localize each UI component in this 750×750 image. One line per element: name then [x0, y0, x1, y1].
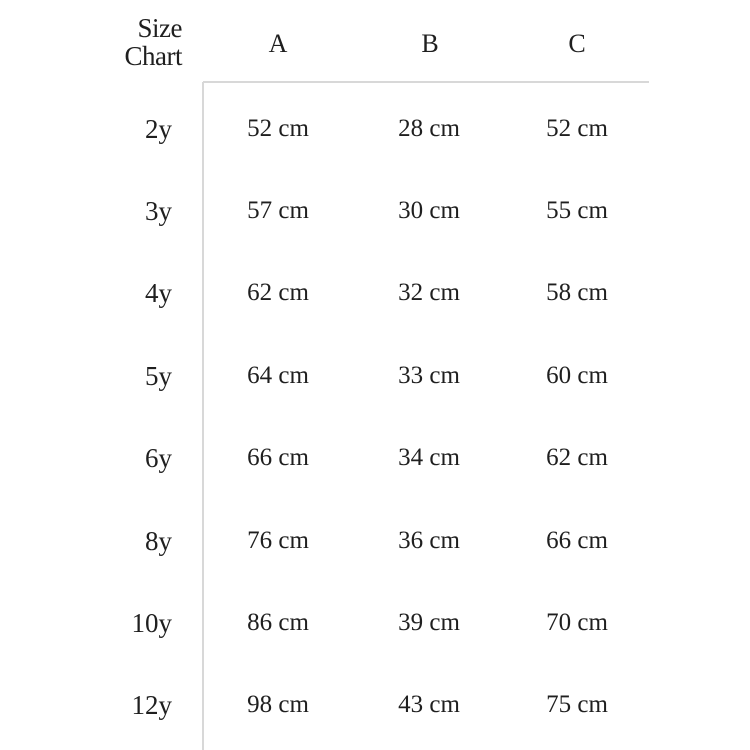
title-line-1: Size [137, 13, 182, 43]
table-cell: 52 cm [247, 115, 309, 142]
size-label-10y: 10y [131, 608, 172, 638]
table-cell: 32 cm [398, 279, 460, 306]
table-cell: 62 cm [247, 279, 309, 306]
size-chart-title [100, 14, 182, 70]
table-cell: 30 cm [398, 197, 460, 224]
header-divider [203, 81, 649, 83]
table-cell: 70 cm [546, 609, 608, 636]
table-cell: 36 cm [398, 527, 460, 554]
size-label-4y: 4y [145, 278, 172, 308]
table-cell: 43 cm [398, 691, 460, 718]
table-cell: 66 cm [546, 527, 608, 554]
table-cell: 39 cm [398, 609, 460, 636]
table-cell: 28 cm [398, 115, 460, 142]
title-line-2: Chart [124, 41, 182, 71]
row-label-divider [202, 82, 204, 750]
table-cell: 62 cm [546, 444, 608, 471]
size-label-12y: 12y [131, 690, 172, 720]
table-cell: 58 cm [546, 279, 608, 306]
size-label-5y: 5y [145, 361, 172, 391]
table-cell: 60 cm [546, 362, 608, 389]
size-label-2y: 2y [145, 114, 172, 144]
table-cell: 57 cm [247, 197, 309, 224]
table-cell: 34 cm [398, 444, 460, 471]
size-label-8y: 8y [145, 526, 172, 556]
column-header-b: B [421, 29, 439, 58]
column-header-c: C [568, 29, 586, 58]
table-cell: 55 cm [546, 197, 608, 224]
table-cell: 75 cm [546, 691, 608, 718]
table-cell: 52 cm [546, 115, 608, 142]
size-label-3y: 3y [145, 196, 172, 226]
table-cell: 64 cm [247, 362, 309, 389]
table-cell: 66 cm [247, 444, 309, 471]
table-cell: 76 cm [247, 527, 309, 554]
table-cell: 33 cm [398, 362, 460, 389]
size-label-6y: 6y [145, 443, 172, 473]
table-cell: 86 cm [247, 609, 309, 636]
column-header-a: A [268, 29, 288, 58]
table-cell: 98 cm [247, 691, 309, 718]
